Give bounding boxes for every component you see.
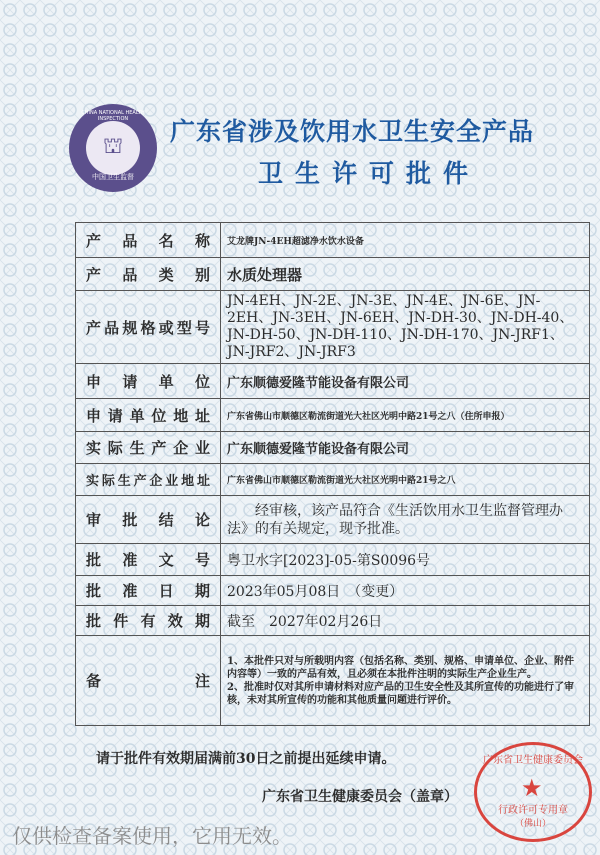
applicant-address: 广东省佛山市顺德区勒流街道光大社区光明中路21号之八（住所申报） <box>221 399 590 432</box>
table-row <box>76 636 590 726</box>
product-name: 艾龙牌JN-4EH超滤净水饮水设备 <box>221 223 590 258</box>
seal-text-top: 广东省卫生健康委员会 <box>483 755 583 766</box>
renewal-notice: 请于批件有效期届满前30日之前提出延续申请。 <box>96 751 396 767</box>
row-label: 实际生产企业地址 <box>76 464 221 496</box>
validity-period: 截至 2027年02月26日 <box>221 606 590 636</box>
applicant: 广东顺德爱隆节能设备有限公司 <box>221 364 590 399</box>
seal-text-middle: 行政许可专用章 <box>498 805 568 816</box>
approval-number: 粤卫水字[2023]-05-第S0096号 <box>221 544 590 576</box>
row-label: 产品规格或型号 <box>76 291 221 364</box>
row-label: 批件有效期 <box>76 606 221 636</box>
official-seal <box>474 742 592 842</box>
emblem-center-icon: ⛫ <box>86 121 140 175</box>
table-row <box>76 544 590 576</box>
product-models: JN-4EH、JN-2E、JN-3E、JN-4E、JN-6E、JN-2EH、JN-3EH、JN-6EH、JN-DH-30、JN-DH-40、JN-DH-50、JN-DH-110、JN-DH-170、JN-JRF1、JN-JRF2、JN-JRF3 <box>221 291 590 364</box>
table-row <box>76 291 590 364</box>
table-row <box>76 432 590 464</box>
row-label: 产品类别 <box>76 258 221 291</box>
issuer: 广东省卫生健康委员会（盖章） <box>262 789 458 805</box>
approval-conclusion: 经审核，该产品符合《生活饮用水卫生监督管理办法》的有关规定，现予批准。 <box>221 496 590 544</box>
table-row <box>76 399 590 432</box>
row-label: 批准日期 <box>76 576 221 606</box>
row-label: 申请单位地址 <box>76 399 221 432</box>
table-row <box>76 576 590 606</box>
table-row <box>76 223 590 258</box>
document-title: 广东省涉及饮用水卫生安全产品 <box>170 117 535 146</box>
manufacturer: 广东顺德爱隆节能设备有限公司 <box>221 432 590 464</box>
emblem-text-bottom: 中国卫生监督 <box>92 173 134 181</box>
seal-text-bottom: （佛山） <box>514 819 551 829</box>
health-inspection-emblem <box>69 104 157 192</box>
row-label: 申请单位 <box>76 364 221 399</box>
row-label: 产品名称 <box>76 223 221 258</box>
product-category: 水质处理器 <box>221 258 590 291</box>
star-icon: ★ <box>521 774 543 802</box>
permit-table <box>75 222 590 726</box>
manufacturer-address: 广东省佛山市顺德区勒流街道光大社区光明中路21号之八 <box>221 464 590 496</box>
document-subtitle: 卫生许可批件 <box>258 159 481 188</box>
approval-date: 2023年05月08日 （变更） <box>221 576 590 606</box>
table-row <box>76 464 590 496</box>
row-label: 实际生产企业 <box>76 432 221 464</box>
table-row <box>76 364 590 399</box>
table-row <box>76 258 590 291</box>
row-label: 批准文号 <box>76 544 221 576</box>
watermark: 仅供检查备案使用，它用无效。 <box>12 824 292 848</box>
table-row <box>76 496 590 544</box>
row-label: 审批结论 <box>76 496 221 544</box>
table-row <box>76 606 590 636</box>
remarks: 1、本批件只对与所载明内容（包括名称、类别、规格、申请单位、企业、附件内容等）一致的产品有效，且必须在本批件注明的实际生产企业生产。 2、批准时仅对其所申请材料对应产品的卫生安全性及其所宣传的功能进行了审核，未对其所宣传的功能和其他质量问题进行评价。 <box>221 636 590 726</box>
row-label: 备注 <box>76 636 221 726</box>
emblem-text-top: CHINA NATIONAL HEALTH INSPECTION <box>81 110 145 122</box>
